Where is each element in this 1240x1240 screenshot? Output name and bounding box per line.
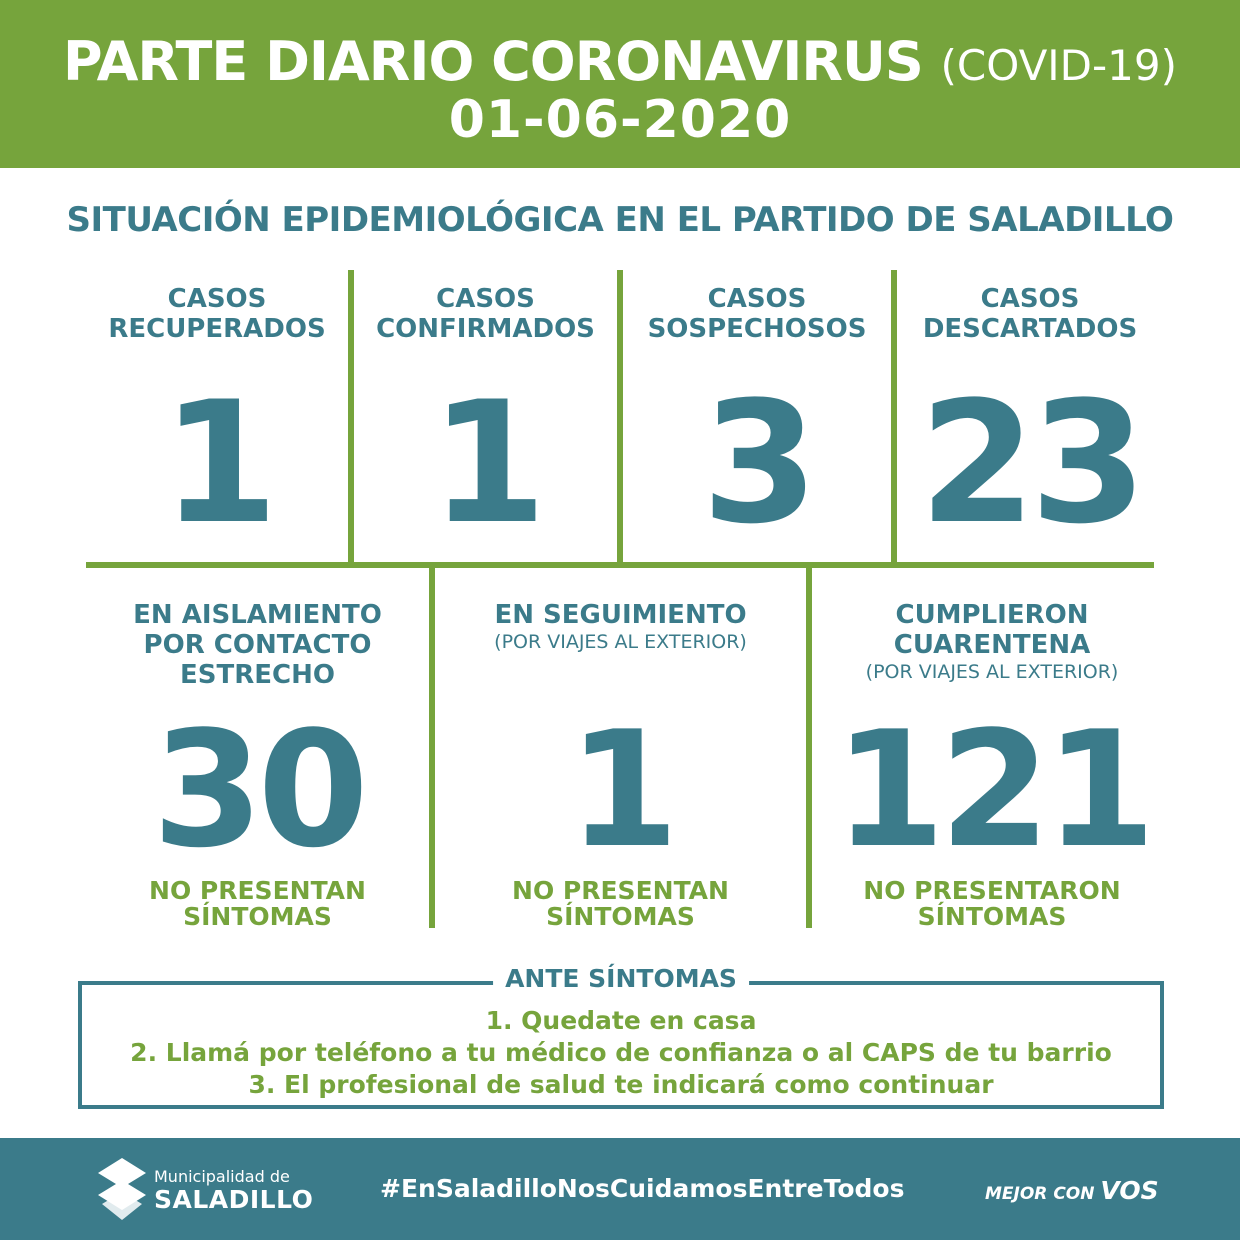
stat-label: ESTRECHO [180, 660, 335, 690]
title-main: PARTE DIARIO CORONAVIRUS [62, 30, 923, 93]
stat-value: 30 [152, 696, 363, 883]
report-date: 01-06-2020 [448, 90, 792, 150]
stat-label: CASOS [436, 284, 535, 314]
stat-note: NO PRESENTAN [512, 876, 729, 905]
stat-label: DESCARTADOS [922, 314, 1138, 344]
stat-recuperados [86, 284, 348, 561]
stat-label: RECUPERADOS [108, 314, 326, 344]
municipality-logo [154, 1168, 313, 1214]
stat-label: CASOS [980, 284, 1080, 314]
stat-label: CUARENTENA [893, 630, 1091, 660]
stat-note: SÍNTOMAS [183, 902, 332, 931]
page-title [0, 30, 1240, 93]
stat-label: CASOS [167, 284, 267, 314]
logo-big-text: SALADILLO [154, 1185, 314, 1214]
footer-banner [0, 1138, 1240, 1240]
stat-label: SOSPECHOSOS [647, 314, 867, 344]
divider [86, 562, 1154, 568]
title-paren: (COVID-19) [940, 41, 1178, 90]
stat-value: 1 [161, 365, 273, 561]
header-banner [0, 0, 1240, 168]
stat-label: CUMPLIERON [895, 600, 1089, 630]
stat-note: SÍNTOMAS [546, 902, 695, 931]
stat-label: POR CONTACTO [143, 630, 372, 660]
stat-note: NO PRESENTARON [863, 876, 1121, 905]
advice-item: 3. El profesional de salud te indicará como continuar [248, 1070, 994, 1099]
advice-item: 2. Llamá por teléfono a tu médico de confianza o al CAPS de tu barrio [130, 1038, 1112, 1067]
slogan-prefix: MEJOR CON [985, 1184, 1095, 1204]
section-subtitle: SITUACIÓN EPIDEMIOLÓGICA EN EL PARTIDO DE SALADILLO [66, 200, 1174, 240]
slogan-vos: VOS [1100, 1176, 1159, 1205]
stat-value: 3 [701, 365, 813, 561]
stat-value: 1 [430, 365, 541, 561]
advice-box [78, 964, 1164, 1109]
stat-label: EN AISLAMIENTO [133, 600, 382, 630]
stat-value: 121 [834, 696, 1150, 883]
stat-label: CONFIRMADOS [376, 314, 595, 344]
slogan [985, 1176, 1159, 1205]
stat-seguimiento [435, 600, 806, 930]
logo-small-text: Municipalidad de [154, 1167, 290, 1186]
stat-label: CASOS [707, 284, 807, 314]
stat-value: 23 [919, 365, 1141, 561]
stat-descartados [897, 284, 1163, 561]
stat-note: SÍNTOMAS [917, 902, 1067, 931]
stat-sublabel: (POR VIAJES AL EXTERIOR) [865, 661, 1119, 683]
advice-title: ANTE SÍNTOMAS [493, 964, 749, 993]
hashtag: #EnSaladilloNosCuidamosEntreTodos [380, 1174, 905, 1203]
stat-value: 1 [567, 696, 674, 883]
stat-sospechosos [623, 284, 891, 561]
stat-aislamiento [86, 600, 429, 930]
stat-label: EN SEGUIMIENTO [494, 600, 747, 630]
stat-confirmados [354, 284, 617, 561]
stat-note: NO PRESENTAN [149, 876, 366, 905]
municipality-logo-icon [98, 1158, 146, 1220]
stat-cuarentena [812, 600, 1172, 930]
advice-item: 1. Quedate en casa [485, 1006, 757, 1035]
stat-sublabel: (POR VIAJES AL EXTERIOR) [494, 631, 747, 653]
